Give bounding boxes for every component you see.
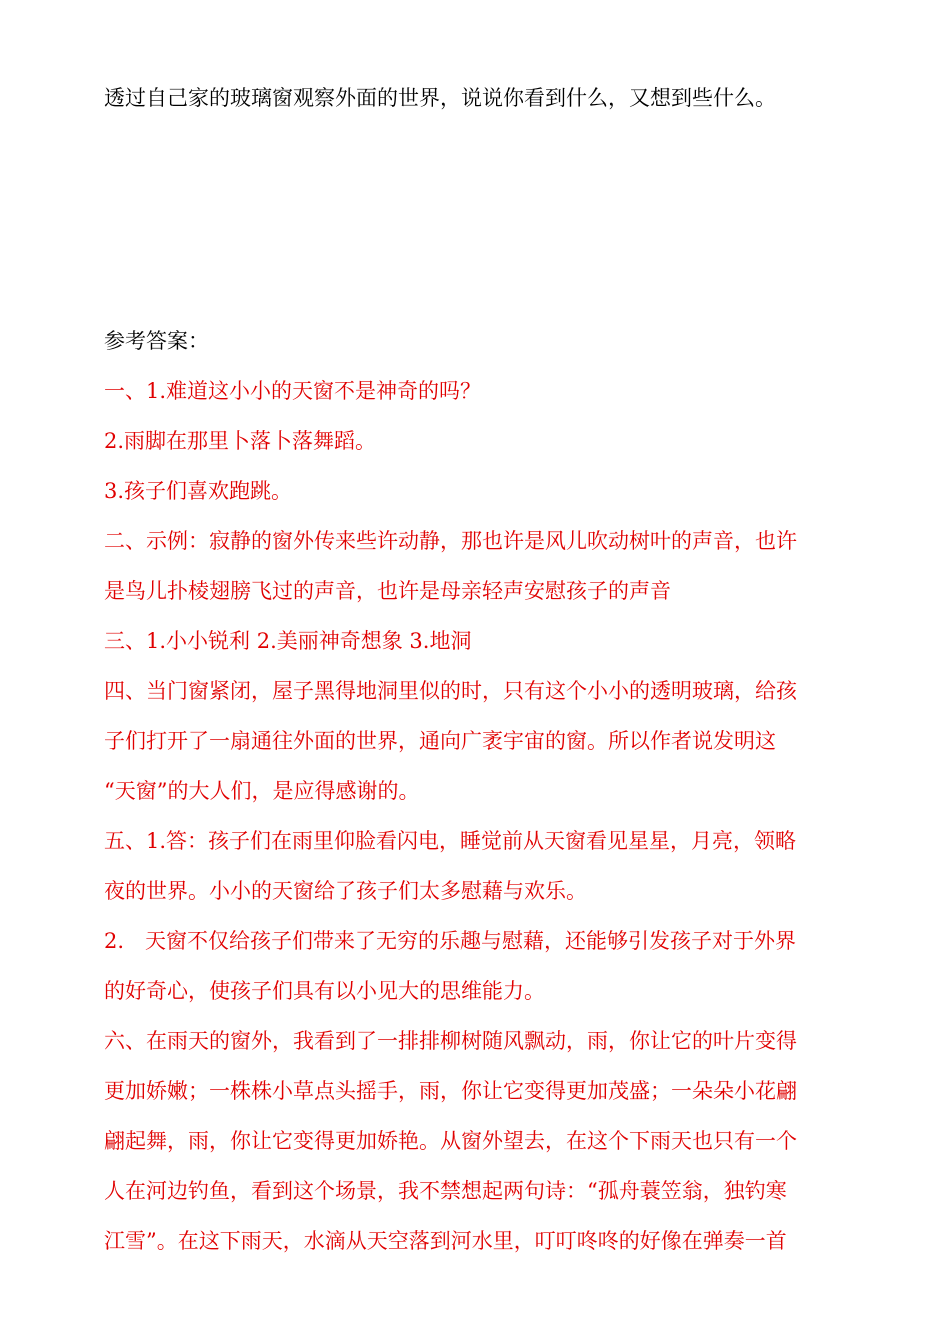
answer-line: 更加娇嫩；一株株小草点头摇手，雨，你让它变得更加茂盛；一朵朵小花翩 xyxy=(104,1079,797,1103)
answer-line: 四、当门窗紧闭，屋子黑得地洞里似的时，只有这个小小的透明玻璃，给孩 xyxy=(104,679,797,703)
answer-line: 是鸟儿扑棱翅膀飞过的声音，也许是母亲轻声安慰孩子的声音 xyxy=(104,579,671,603)
answer-line: 2.雨脚在那里卜落卜落舞蹈。 xyxy=(104,429,377,453)
answer-line: 的好奇心，使孩子们具有以小见大的思维能力。 xyxy=(104,979,545,1003)
answer-line: 二、示例：寂静的窗外传来些许动静，那也许是风儿吹动树叶的声音，也许 xyxy=(104,529,797,553)
answer-block xyxy=(104,375,844,1275)
answer-line: 子们打开了一扇通往外面的世界，通向广袤宇宙的窗。所以作者说发明这 xyxy=(104,729,776,753)
question-text: 透过自己家的玻璃窗观察外面的世界，说说你看到什么，又想到些什么。 xyxy=(104,86,776,110)
answer-heading: 参考答案： xyxy=(104,329,209,353)
answer-line: 2. 天窗不仅给孩子们带来了无穷的乐趣与慰藉，还能够引发孩子对于外界 xyxy=(104,929,797,953)
answer-line: 三、1.小小锐利 2.美丽神奇想象 3.地洞 xyxy=(104,629,472,653)
answer-line: “天窗”的大人们，是应得感谢的。 xyxy=(104,779,420,803)
answer-line: 江雪”。在这下雨天，水滴从天空落到河水里，叮叮咚咚的好像在弹奏一首 xyxy=(104,1229,787,1253)
answer-line: 一、1.难道这小小的天窗不是神奇的吗？ xyxy=(104,379,482,403)
answer-line: 3.孩子们喜欢跑跳。 xyxy=(104,479,293,503)
answer-line: 人在河边钓鱼，看到这个场景，我不禁想起两句诗：“孤舟蓑笠翁，独钓寒 xyxy=(104,1179,787,1203)
answer-line: 夜的世界。小小的天窗给了孩子们太多慰藉与欢乐。 xyxy=(104,879,587,903)
answer-line: 翩起舞，雨，你让它变得更加娇艳。从窗外望去，在这个下雨天也只有一个 xyxy=(104,1129,797,1153)
answer-line: 六、在雨天的窗外，我看到了一排排柳树随风飘动，雨，你让它的叶片变得 xyxy=(104,1029,797,1053)
answer-line: 五、1.答：孩子们在雨里仰脸看闪电，睡觉前从天窗看见星星，月亮，领略 xyxy=(104,829,797,853)
